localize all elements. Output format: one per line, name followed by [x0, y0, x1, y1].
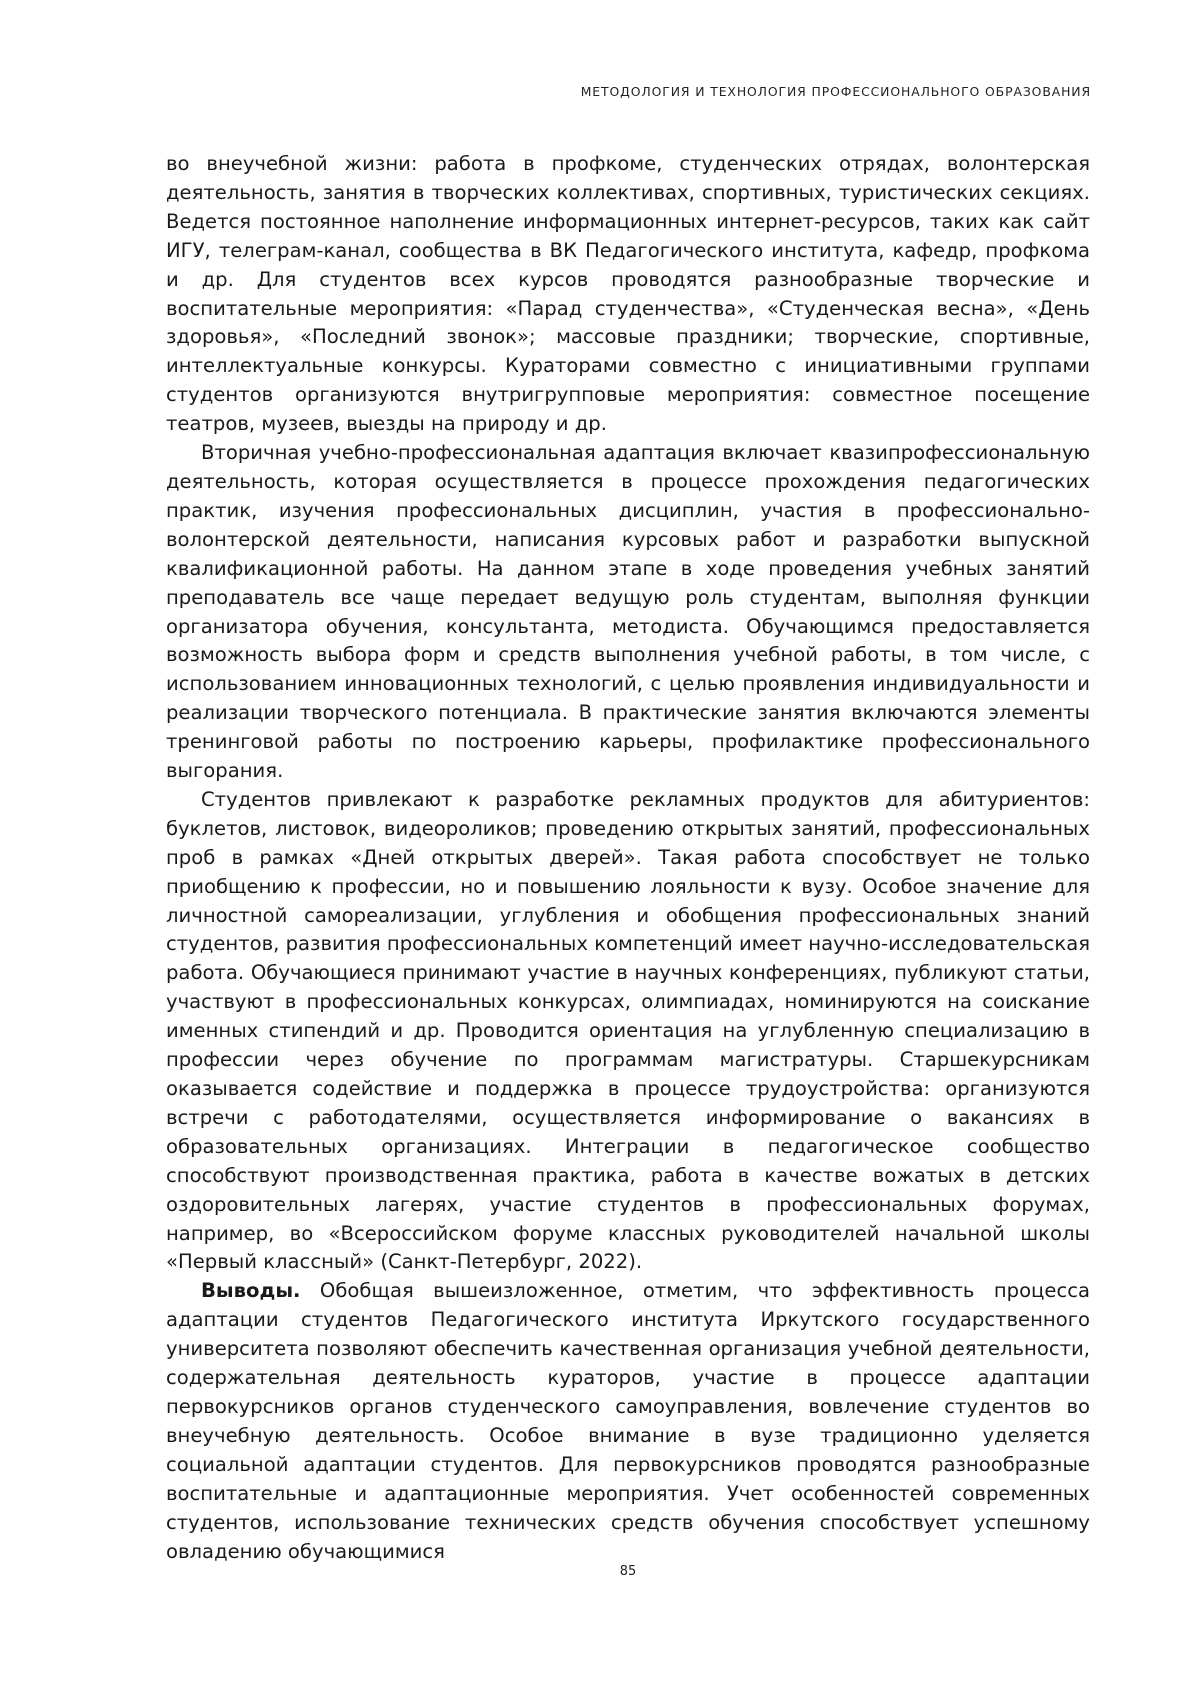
body-text	[166, 150, 1090, 1566]
paragraph-secondary-adaptation: Вторичная учебно-профессиональная адаптация включает квазипрофессиональную деятельность, которая осуществляется в процессе прохождения педагогических практик, изучения профессиональных дисциплин, участия в профессионально-волонтерской деятельности, написания курсовых работ и разработки выпускной квалификационной работы. На данном этапе в ходе проведения учебных занятий преподаватель все чаще передает ведущую роль студентам, выполняя функции организатора обучения, консультанта, методиста. Обучающимся предоставляется возможность выбора форм и средств выполнения учебной работы, в том числе, с использованием инновационных технологий, с целью проявления индивидуальности и реализации творческого потенциала. В практические занятия включаются элементы тренинговой работы по построению карьеры, профилактике профессионального выгорания.	[166, 441, 1090, 783]
page-number: 85	[619, 1564, 637, 1579]
conclusions-label: Выводы.	[201, 1279, 301, 1303]
running-header: МЕТОДОЛОГИЯ И ТЕХНОЛОГИЯ ПРОФЕССИОНАЛЬНОГО ОБРАЗОВАНИЯ	[580, 84, 1091, 99]
paragraph-student-engagement: Студентов привлекают к разработке рекламных продуктов для абитуриентов: буклетов, листовок, видеороликов; проведению открытых занятий, профессиональных проб в рамках «Дней открытых дверей». Такая работа способствует не только приобщению к профессии, но и повышению лояльности к вузу. Особое значение для личностной самореализации, углубления и обобщения профессиональных знаний студентов, развития профессиональных компетенций имеет научно-исследовательская работа. Обучающиеся принимают участие в научных конференциях, публикуют статьи, участвуют в профессиональных конкурсах, олимпиадах, номинируются на соискание именных стипендий и др. Проводится ориентация на углубленную специализацию в профессии через обучение по программам магистратуры. Старшекурсникам оказывается содействие и поддержка в процессе трудоустройства: организуются встречи с работодателями, осуществляется информирование о вакансиях в образовательных организациях. Интеграции в педагогическое сообщество способствуют производственная практика, работа в качестве вожатых в детских оздоровительных лагерях, участие студентов в профессиональных форумах, например, во «Всероссийском форуме классных руководителей начальной школы «Первый классный» (Санкт-Петербург, 2022).	[166, 787, 1091, 1274]
paragraph-continuation: во внеучебной жизни: работа в профкоме, студенческих отрядах, волонтерская деятельность, занятия в творческих коллективах, спортивных, туристических секциях. Ведется постоянное наполнение информационных интернет-ресурсов, таких как сайт ИГУ, телеграм-канал, сообщества в ВК Педагогического института, кафедр, профкома и др. Для студентов всех курсов проводятся разнообразные творческие и воспитательные мероприятия: «Парад студенчества», «Студенческая весна», «День здоровья», «Последний звонок»; массовые праздники; творческие, спортивные, интеллектуальные конкурсы. Кураторами совместно с инициативными группами студентов организуются внутригрупповые мероприятия: совместное посещение театров, музеев, выезды на природу и др.	[166, 152, 1090, 436]
paragraph-conclusions	[166, 1277, 1090, 1566]
conclusions-text: Обобщая вышеизложенное, отметим, что эффективность процесса адаптации студентов Педагогического института Иркутского государственного университета позволяют обеспечить качественная организация учебной деятельности, содержательная деятельность кураторов, участие в процессе адаптации первокурсников органов студенческого самоуправления, вовлечение студентов во внеучебную деятельность. Особое внимание в вузе традиционно уделяется социальной адаптации студентов. Для первокурсников проводятся разнообразные воспитательные и адаптационные мероприятия. Учет особенностей современных студентов, использование технических средств обучения способствует успешному овладению обучающимися	[166, 1279, 1090, 1563]
